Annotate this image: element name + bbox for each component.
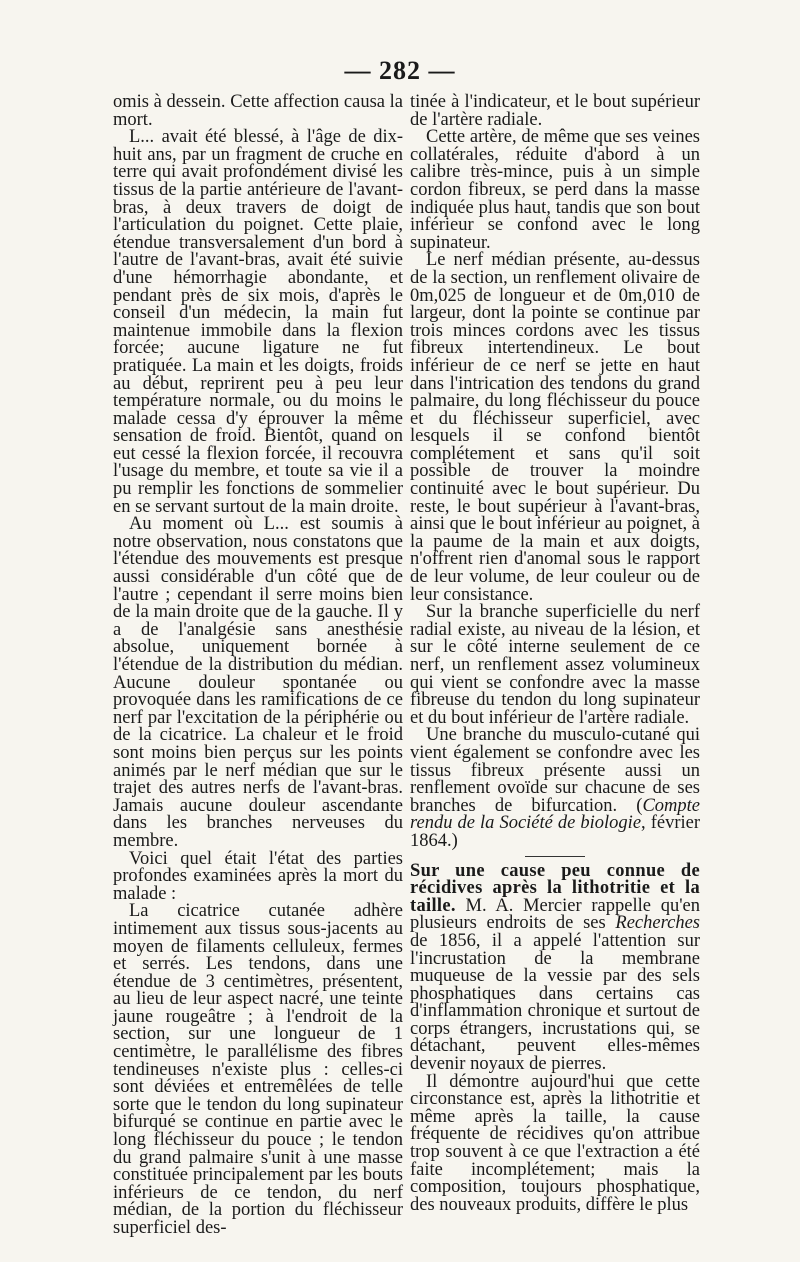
right-column: [410, 94, 700, 1214]
paragraph: [410, 860, 700, 1075]
paragraph: Au moment où L... est soumis à notre observation, nous constatons que l'étendue des mouvements est presque aussi considérable d'un côté que de l'autre ; cependant il serre moins bien de la main droite que de la gauche. Il y a de l'analgésie sans anesthésie absolue, uniquement bornée à l'étendue de la distribution du médian. Aucune douleur spontanée ou provoquée dans les ramifications de ce nerf par l'excitation de la périphérie ou de la cicatrice. La chaleur et le froid sont moins bien perçus sur les points animés par le nerf médian que sur le trajet des autres nerfs de l'avant-bras. Jamais aucune douleur ascendante dans les branches nerveuses du membre.: [113, 514, 403, 851]
paragraph: La cicatrice cutanée adhère intimement aux tissus sous-jacents au moyen de filaments celluleux, fermes et serrés. Les tendons, dans une étendue de 3 centimètres, présentent, au lieu de leur aspect nacré, une teinte jaune rougeâtre ; à l'endroit de la section, sur une longueur de 1 centimètre, le parallélisme des fibres tendineuses n'existe plus : celles-ci sont déviées et entremêlées de telle sorte que le tendon du long supinateur bifurqué se continue en partie avec le long fléchisseur du pouce ; le tendon du grand palmaire s'unit à une masse constituée principalement par les bouts inférieurs de ce tendon, du nerf médian, de la portion du fléchisseur superficiel des-: [113, 901, 403, 1238]
text-run: , février 1864.): [410, 813, 700, 851]
section-heading: Sur une cause peu connue de récidives après la lithotritie et la taille.: [410, 860, 700, 916]
paragraph: omis à dessein. Cette affection causa la mort.: [113, 92, 403, 130]
paragraph: Sur la branche superficielle du nerf radial existe, au niveau de la lésion, et sur le côté interne seulement de ce nerf, un renflement assez volumineux qui vient se confondre avec la masse fibreuse du tendon du long supinateur et du bout inférieur de l'artère radiale.: [410, 602, 700, 728]
paragraph: Le nerf médian présente, au-dessus de la section, un renflement olivaire de 0m,025 de longueur et de 0m,010 de largeur, dont la pointe se continue par trois minces cordons avec les tissus fibreux intertendineux. Le bout inférieur de ce nerf se jette en haut dans l'intrication des tendons du grand palmaire, du long fléchisseur du pouce et du fléchisseur superficiel, avec lesquels il se confond bientôt complétement et sans qu'il soit possible de trouver la moindre continuité avec le bout supérieur. Du reste, le bout supérieur à l'avant-bras, ainsi que le bout inférieur au poignet, à la paume de la main et aux doigts, n'offrent rien d'anomal sous le rapport de leur volume, de leur couleur ou de leur consistance.: [410, 250, 700, 605]
text-run: Une branche du musculo-cutané qui vient également se confondre avec les tissus fibreux présente aussi un renflement ovoïde sur chacune de ses branches de bifurcation. (: [410, 725, 700, 816]
paragraph: Voici quel était l'état des parties profondes examinées après la mort du malade :: [113, 848, 403, 904]
paragraph: tinée à l'indicateur, et le bout supérieur de l'artère radiale.: [410, 92, 700, 130]
paragraph: Il démontre aujourd'hui que cette circonstance est, après la lithotritie et même après la taille, la cause fréquente de récidives qu'on attribue trop souvent à ce que l'extraction a été faite incomplétement; mais la composition, toujours phosphatique, des nouveaux produits, diffère le plus: [410, 1071, 700, 1215]
paragraph: [410, 727, 700, 850]
paragraph: L... avait été blessé, à l'âge de dix-huit ans, par un fragment de cruche en terre qui avait profondément divisé les tissus de la partie antérieure de l'avant-bras, à deux travers de doigt de l'articulation du poignet. Cette plaie, étendue transversalement d'un bord à l'autre de l'avant-bras, avait été suivie d'une hémorrhagie abondante, et pendant près de six mois, d'après le conseil d'un médecin, la main fut maintenue immobile dans la flexion forcée; aucune ligature ne fut pratiquée. La main et les doigts, froids au début, reprirent peu à peu leur température normale, ou du moins le malade cessa d'y éprouver la même sensation de froid. Bientôt, quand on eut cessé la flexion forcée, il recouvra l'usage du membre, et toute sa vie il a pu remplir les fonctions de sommelier en se servant surtout de la main droite.: [113, 127, 403, 517]
left-column: [113, 94, 403, 1238]
citation-title: Compte rendu de la Société de biologie: [410, 795, 700, 834]
paragraph: Cette artère, de même que ses veines collatérales, réduite d'abord à un calibre très-mince, puis à un simple cordon fibreux, se perd dans la masse indiquée plus haut, tandis que son bout inférieur se confond avec le long supinateur.: [410, 127, 700, 253]
text-run: M. A. Mercier rappelle qu'en plusieurs endroits de ses: [410, 895, 700, 934]
citation-title: Recherches: [615, 913, 700, 934]
text-run: de 1856, il a appelé l'attention sur l'incrustation de la membrane muqueuse de la vessie par des sels phosphatiques dans certains cas d'inflammation chronique et surtout de corps étrangers, incrustations qui, se détachant, peuvent elles-mêmes devenir noyaux de pierres.: [410, 930, 700, 1075]
section-divider: [525, 856, 585, 857]
page-number: — 282 —: [344, 56, 456, 85]
